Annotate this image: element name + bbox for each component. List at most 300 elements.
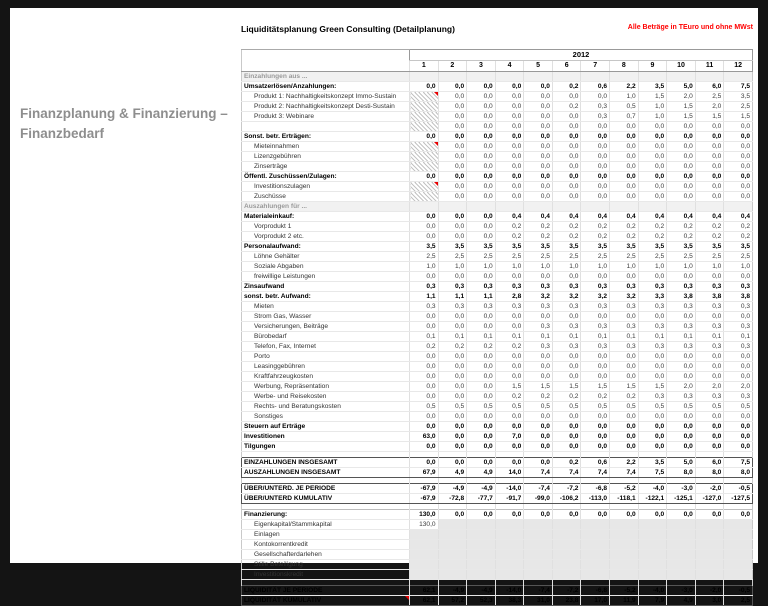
value-cell: 0,0 (638, 152, 667, 162)
value-cell: 0,0 (524, 510, 553, 520)
value-cell: 0,2 (581, 222, 610, 232)
value-cell: 3,5 (495, 242, 524, 252)
value-cell: 62,1 (410, 596, 439, 606)
value-cell: 0,0 (638, 432, 667, 442)
value-cell: -0,5 (724, 586, 753, 596)
value-cell: 0,0 (667, 192, 696, 202)
table-row (242, 540, 753, 550)
value-cell: 0,3 (610, 302, 639, 312)
value-cell: 0,3 (552, 302, 581, 312)
row-label: Materialeinkauf: (242, 212, 410, 222)
value-cell: 3,5 (524, 242, 553, 252)
value-cell: 0,0 (524, 82, 553, 92)
table-row (242, 232, 753, 242)
value-cell: 0,3 (724, 282, 753, 292)
value-cell: 1,1 (438, 292, 467, 302)
value-cell: 0,0 (467, 172, 496, 182)
page-title: Liquiditätsplanung Green Consulting (Detailplanung) (241, 24, 455, 34)
value-cell: 0,3 (410, 302, 439, 312)
value-cell: 1,0 (581, 262, 610, 272)
value-cell: 0,3 (495, 282, 524, 292)
value-cell: 0,0 (724, 372, 753, 382)
value-cell: 0,0 (410, 458, 439, 468)
value-cell: 0,0 (724, 172, 753, 182)
value-cell: 7,4 (552, 468, 581, 478)
value-cell: 0,0 (524, 172, 553, 182)
value-cell: 0,2 (695, 232, 724, 242)
value-cell: 0,0 (695, 362, 724, 372)
table-row (242, 530, 753, 540)
value-cell: 0,0 (552, 352, 581, 362)
value-cell: 0,2 (552, 222, 581, 232)
input-cell-gray (467, 560, 496, 570)
input-cell-gray (695, 520, 724, 530)
value-cell: 0,3 (667, 342, 696, 352)
value-cell: 0,3 (695, 302, 724, 312)
row-label: Leasinggebühren (242, 362, 410, 372)
input-cell-gray (667, 570, 696, 580)
month-header-cell: 1 (410, 61, 439, 72)
value-cell: -122,1 (638, 494, 667, 504)
value-cell: 2,8 (495, 292, 524, 302)
value-cell: 0,1 (610, 332, 639, 342)
value-cell: 0,1 (667, 332, 696, 342)
table-row (242, 372, 753, 382)
value-cell: -2,0 (695, 484, 724, 494)
value-cell: 23,8 (552, 596, 581, 606)
value-cell: 17,0 (581, 596, 610, 606)
value-cell: 0,3 (552, 322, 581, 332)
value-cell: 1,0 (638, 262, 667, 272)
value-cell: 0,0 (724, 510, 753, 520)
input-cell-gray (495, 570, 524, 580)
input-cell-gray (410, 530, 439, 540)
value-cell: 0,0 (410, 382, 439, 392)
value-cell (638, 202, 667, 212)
value-cell: 0,0 (581, 362, 610, 372)
input-cell-gray (638, 520, 667, 530)
value-cell: -0,5 (724, 484, 753, 494)
value-cell: 0,0 (610, 182, 639, 192)
row-label: Stille Beteiligung (242, 560, 410, 570)
value-cell: 1,0 (524, 262, 553, 272)
value-cell: 0,3 (581, 112, 610, 122)
row-label: Produkt 2: Nachhaltigkeitskonzept Desti-Sustain (242, 102, 410, 112)
value-cell: 0,0 (495, 152, 524, 162)
value-cell: 0,0 (552, 362, 581, 372)
value-cell (524, 202, 553, 212)
table-row (242, 242, 753, 252)
value-cell: -14,0 (495, 586, 524, 596)
value-cell: 0,0 (438, 112, 467, 122)
value-cell: 3,5 (610, 242, 639, 252)
input-cell-gray (495, 550, 524, 560)
input-cell-gray (581, 550, 610, 560)
value-cell: 1,1 (410, 292, 439, 302)
value-cell: 0,3 (581, 342, 610, 352)
value-cell: 0,5 (552, 402, 581, 412)
input-cell-gray (610, 530, 639, 540)
value-cell: 0,0 (524, 272, 553, 282)
value-cell: 0,0 (667, 152, 696, 162)
month-header-cell: 4 (495, 61, 524, 72)
value-cell: -118,1 (610, 494, 639, 504)
input-cell-gray (581, 520, 610, 530)
input-cell-gray (724, 550, 753, 560)
input-cell-hatched (410, 152, 439, 162)
value-cell: 0,0 (410, 212, 439, 222)
input-cell-gray (552, 530, 581, 540)
value-cell: 0,0 (467, 412, 496, 422)
value-cell: 0,5 (410, 402, 439, 412)
input-cell-gray (438, 550, 467, 560)
value-cell: -72,8 (438, 494, 467, 504)
value-cell: 0,0 (438, 432, 467, 442)
value-cell: 0,0 (495, 182, 524, 192)
value-cell: 0,0 (610, 372, 639, 382)
input-cell-gray (638, 550, 667, 560)
value-cell: 0,2 (552, 232, 581, 242)
value-cell: 0,0 (724, 272, 753, 282)
value-cell: 0,1 (438, 332, 467, 342)
value-cell: 0,0 (552, 132, 581, 142)
value-cell: 3,5 (410, 242, 439, 252)
value-cell: 0,0 (467, 142, 496, 152)
value-cell: 0,0 (467, 132, 496, 142)
value-cell: 0,0 (410, 422, 439, 432)
red-comment-marker-icon (434, 92, 438, 96)
value-cell: 8,0 (695, 468, 724, 478)
value-cell: 0,0 (467, 382, 496, 392)
value-cell: 0,3 (581, 302, 610, 312)
value-cell: 0,0 (467, 122, 496, 132)
value-cell (438, 72, 467, 82)
table-row (242, 282, 753, 292)
value-cell: 0,3 (495, 302, 524, 312)
value-cell: 2,5 (695, 92, 724, 102)
currency-note: Alle Beträge in TEuro und ohne MWst (627, 24, 753, 31)
value-cell: 4,9 (467, 468, 496, 478)
value-cell: 0,1 (724, 332, 753, 342)
value-cell: 0,5 (495, 402, 524, 412)
value-cell: 3,5 (638, 242, 667, 252)
input-cell-hatched (410, 92, 439, 102)
value-cell: 0,0 (524, 372, 553, 382)
value-cell: -7,4 (524, 484, 553, 494)
value-cell: 0,0 (610, 172, 639, 182)
row-label: Steuern auf Erträge (242, 422, 410, 432)
value-cell: 0,0 (638, 412, 667, 422)
value-cell: 0,2 (495, 392, 524, 402)
value-cell: 4,9 (438, 468, 467, 478)
value-cell: 0,0 (524, 192, 553, 202)
value-cell: 0,0 (724, 162, 753, 172)
value-cell: 0,2 (610, 222, 639, 232)
value-cell: 2,5 (467, 252, 496, 262)
value-cell: 3,5 (581, 242, 610, 252)
value-cell: 0,0 (638, 192, 667, 202)
value-cell: 0,0 (495, 192, 524, 202)
value-cell: 0,0 (410, 362, 439, 372)
value-cell: 2,5 (581, 252, 610, 262)
value-cell: 0,3 (695, 282, 724, 292)
value-cell: 0,0 (495, 82, 524, 92)
value-cell: 0,3 (695, 322, 724, 332)
value-cell: 0,3 (695, 392, 724, 402)
table-row (242, 82, 753, 92)
value-cell: -6,8 (581, 586, 610, 596)
value-cell: -91,7 (495, 494, 524, 504)
table-row (242, 222, 753, 232)
input-cell-gray (467, 530, 496, 540)
table-row (242, 292, 753, 302)
row-label: Telefon, Fax, Internet (242, 342, 410, 352)
input-cell-gray (410, 560, 439, 570)
value-cell: 1,0 (495, 262, 524, 272)
value-cell: 0,0 (524, 162, 553, 172)
value-cell: 1,5 (610, 382, 639, 392)
value-cell: 0,0 (667, 132, 696, 142)
value-cell: 0,0 (667, 122, 696, 132)
value-cell: 0,3 (667, 282, 696, 292)
value-cell: 7,9 (638, 596, 667, 606)
row-label: Kraftfahrzeugkosten (242, 372, 410, 382)
value-cell: 0,0 (552, 172, 581, 182)
value-cell: 1,5 (552, 382, 581, 392)
value-cell: 0,0 (467, 192, 496, 202)
input-cell-gray (724, 520, 753, 530)
value-cell: 0,0 (724, 362, 753, 372)
input-cell-gray (438, 540, 467, 550)
input-cell-gray (524, 550, 553, 560)
value-cell: 0,2 (695, 222, 724, 232)
input-cell-gray (467, 520, 496, 530)
value-cell: 0,0 (581, 312, 610, 322)
value-cell: 0,0 (552, 442, 581, 452)
value-cell: 0,1 (495, 332, 524, 342)
value-cell: 0,3 (610, 342, 639, 352)
value-cell: 52,3 (467, 596, 496, 606)
row-label: LIQUIDITÄT KUMULATIV (242, 596, 410, 606)
value-cell: 0,0 (695, 422, 724, 432)
row-label: Löhne Gehälter (242, 252, 410, 262)
value-cell: 130,0 (410, 510, 439, 520)
value-cell: 0,0 (667, 442, 696, 452)
value-cell (581, 72, 610, 82)
value-cell: 0,0 (552, 412, 581, 422)
table-row (242, 570, 753, 580)
input-cell-gray (524, 540, 553, 550)
value-cell: 0,0 (467, 510, 496, 520)
value-cell: 0,2 (438, 342, 467, 352)
value-cell: 0,3 (638, 342, 667, 352)
value-cell: 0,0 (695, 372, 724, 382)
value-cell: 0,0 (438, 222, 467, 232)
value-cell: 0,0 (610, 312, 639, 322)
value-cell: 1,5 (581, 382, 610, 392)
value-cell: 3,5 (438, 242, 467, 252)
value-cell: 0,2 (552, 82, 581, 92)
value-cell: 1,5 (695, 112, 724, 122)
value-cell: 0,6 (581, 82, 610, 92)
value-cell: 0,7 (610, 112, 639, 122)
input-cell-gray (724, 570, 753, 580)
value-cell: 1,0 (638, 112, 667, 122)
row-label: Mieten (242, 302, 410, 312)
value-cell: 0,3 (724, 392, 753, 402)
value-cell: 0,0 (495, 272, 524, 282)
value-cell (495, 72, 524, 82)
value-cell: 0,0 (552, 312, 581, 322)
value-cell: 0,0 (552, 162, 581, 172)
value-cell: 0,0 (524, 352, 553, 362)
input-cell-gray (524, 560, 553, 570)
value-cell: 0,0 (724, 122, 753, 132)
table-row (242, 520, 753, 530)
value-cell: 0,3 (467, 282, 496, 292)
input-cell-hatched (410, 192, 439, 202)
value-cell: 0,0 (495, 312, 524, 322)
value-cell: 0,0 (495, 352, 524, 362)
value-cell: 0,0 (667, 412, 696, 422)
value-cell: 1,0 (638, 102, 667, 112)
value-cell: 2,0 (724, 382, 753, 392)
value-cell: 0,0 (610, 432, 639, 442)
row-label: Zinsaufwand (242, 282, 410, 292)
value-cell: 1,5 (524, 382, 553, 392)
value-cell: -4,0 (638, 484, 667, 494)
input-cell-gray (695, 570, 724, 580)
row-label: Werbung, Repräsentation (242, 382, 410, 392)
value-cell: 0,0 (524, 102, 553, 112)
value-cell: 7,0 (495, 432, 524, 442)
value-cell: 0,0 (438, 182, 467, 192)
input-cell-gray (552, 550, 581, 560)
row-label: Umsatzerlösen/Anzahlungen: (242, 82, 410, 92)
value-cell: 0,0 (467, 162, 496, 172)
value-cell: 0,0 (552, 272, 581, 282)
value-cell: 0,0 (724, 412, 753, 422)
value-cell: 0,0 (610, 272, 639, 282)
value-cell (724, 202, 753, 212)
value-cell: 0,0 (638, 142, 667, 152)
value-cell: 0,5 (610, 102, 639, 112)
value-cell: 0,0 (581, 162, 610, 172)
value-cell: 0,0 (638, 362, 667, 372)
value-cell: 0,2 (552, 458, 581, 468)
row-label: Finanzierung: (242, 510, 410, 520)
value-cell (524, 72, 553, 82)
table-row (242, 560, 753, 570)
value-cell: 0,0 (695, 352, 724, 362)
value-cell: 0,0 (695, 312, 724, 322)
value-cell: 0,0 (524, 152, 553, 162)
value-cell: 3,8 (695, 292, 724, 302)
row-label: LIQUIDITÄT JE PERIODE (242, 586, 410, 596)
value-cell: 0,1 (695, 332, 724, 342)
value-cell: 0,0 (610, 412, 639, 422)
value-cell: -5,2 (610, 484, 639, 494)
value-cell: -4,0 (638, 586, 667, 596)
value-cell: 8,0 (667, 468, 696, 478)
input-cell-gray (495, 530, 524, 540)
input-cell-hatched (410, 102, 439, 112)
table-row (242, 50, 753, 61)
input-cell-gray (438, 570, 467, 580)
row-label: Kontokorrentkredit (242, 540, 410, 550)
value-cell: 0,0 (438, 132, 467, 142)
input-cell-gray (581, 570, 610, 580)
value-cell: 0,0 (695, 152, 724, 162)
input-cell-gray (552, 540, 581, 550)
value-cell: 0,0 (581, 182, 610, 192)
value-cell: 0,0 (410, 392, 439, 402)
value-cell: 0,0 (467, 312, 496, 322)
value-cell: 0,3 (638, 282, 667, 292)
input-cell-gray (438, 530, 467, 540)
value-cell: 0,3 (467, 302, 496, 312)
value-cell: 0,0 (438, 312, 467, 322)
value-cell: 0,3 (581, 282, 610, 292)
value-cell: 0,2 (638, 222, 667, 232)
value-cell: 0,0 (495, 142, 524, 152)
value-cell: 57,2 (438, 596, 467, 606)
value-cell: 0,0 (467, 322, 496, 332)
input-cell-gray (552, 570, 581, 580)
value-cell: 0,0 (495, 458, 524, 468)
value-cell: -113,0 (581, 494, 610, 504)
value-cell: 0,0 (467, 272, 496, 282)
table-row (242, 550, 753, 560)
value-cell: 0,0 (467, 102, 496, 112)
value-cell: 14,0 (495, 468, 524, 478)
value-cell: 0,0 (581, 442, 610, 452)
value-cell: 0,0 (695, 162, 724, 172)
value-cell: 0,0 (495, 412, 524, 422)
value-cell: 0,1 (524, 332, 553, 342)
value-cell: 38,3 (495, 596, 524, 606)
value-cell: 0,0 (724, 432, 753, 442)
value-cell: 0,0 (610, 142, 639, 152)
value-cell: 0,0 (438, 322, 467, 332)
value-cell: 2,5 (667, 252, 696, 262)
value-cell: 0,1 (581, 332, 610, 342)
value-cell: 0,2 (467, 342, 496, 352)
value-cell: 0,0 (695, 510, 724, 520)
value-cell: 0,0 (581, 132, 610, 142)
value-cell: 0,4 (581, 212, 610, 222)
value-cell: 0,3 (724, 322, 753, 332)
value-cell: -127,5 (724, 494, 753, 504)
value-cell: -4,9 (467, 484, 496, 494)
value-cell (667, 202, 696, 212)
input-cell-gray (552, 560, 581, 570)
table-row (242, 72, 753, 82)
value-cell: 0,3 (410, 282, 439, 292)
red-comment-marker-icon (434, 182, 438, 186)
value-cell: -7,2 (552, 586, 581, 596)
input-cell-gray (410, 540, 439, 550)
value-cell: 0,5 (724, 402, 753, 412)
value-cell: 0,0 (724, 182, 753, 192)
value-cell: 7,5 (724, 82, 753, 92)
row-label: Produkt 1: Nachhaltigkeitskonzept Immo-Sustain (242, 92, 410, 102)
value-cell: 0,0 (552, 122, 581, 132)
value-cell: 3,0 (695, 596, 724, 606)
value-cell (610, 202, 639, 212)
value-cell: 0,0 (667, 352, 696, 362)
value-cell (467, 202, 496, 212)
